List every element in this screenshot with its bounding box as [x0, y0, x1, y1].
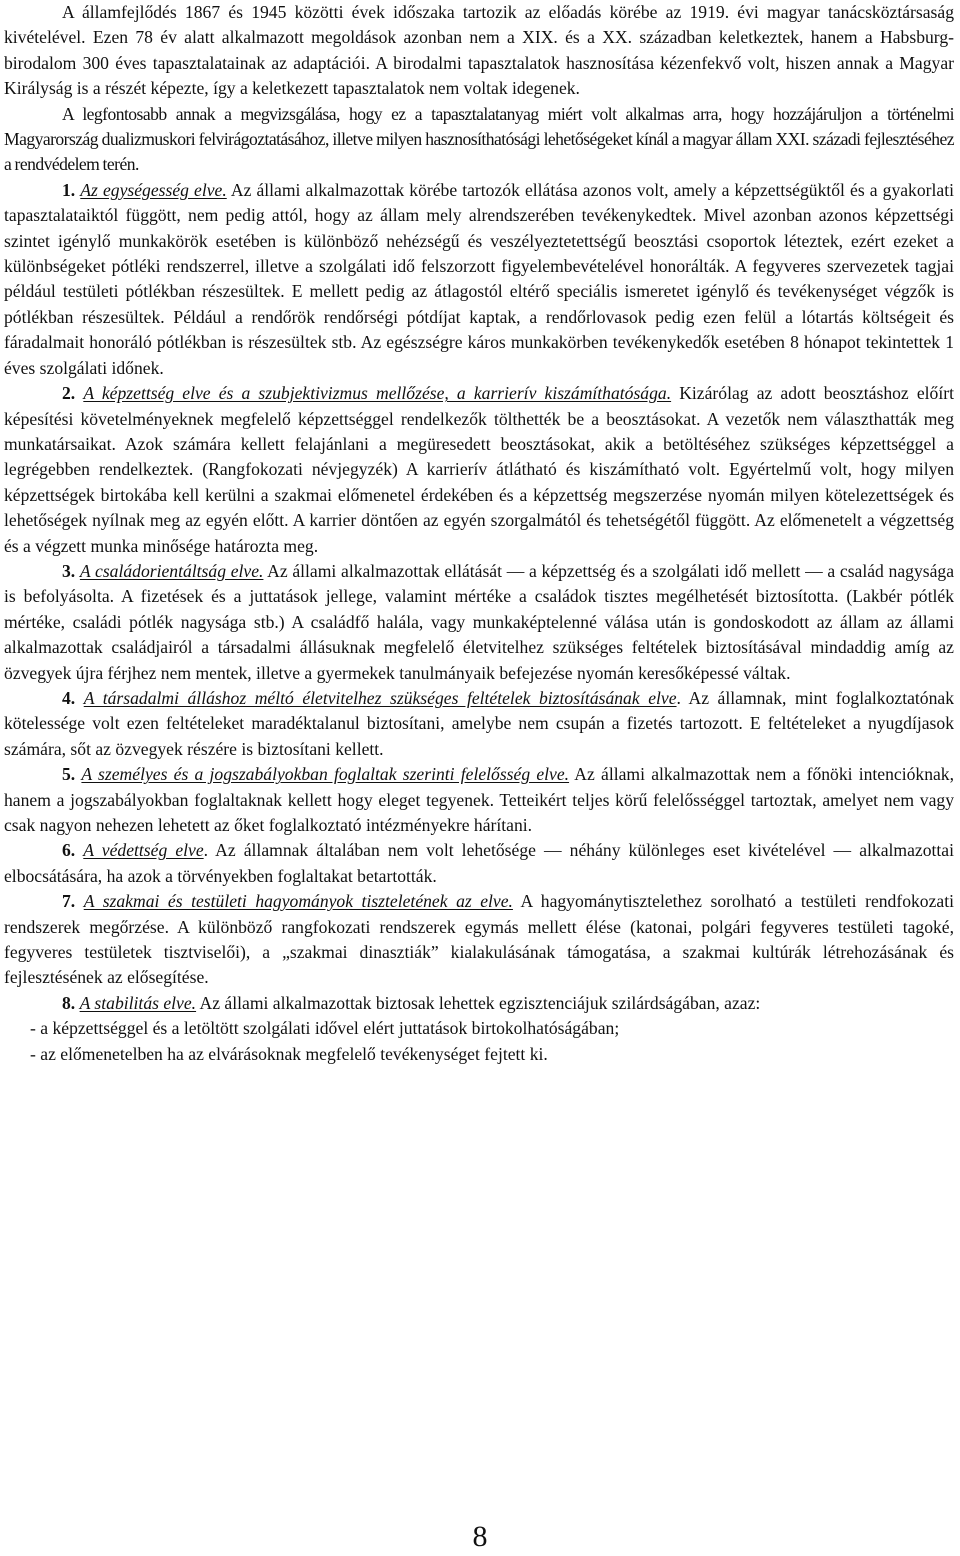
principle-4-title: A társadalmi álláshoz méltó életvitelhez szükséges feltételek biztosításának elve — [83, 687, 677, 708]
principle-5-number: 5. — [62, 764, 76, 785]
principle-5 — [4, 762, 954, 838]
principle-1-text: Az állami alkalmazottak körébe tartozók ellátása azonos volt, amely a képzettségüktől és a gyakorlati tapasztalataiktól függött, nem pedig attól, hogy az állam mely alrendszerében tevékenykedtek. Mivel azonban azonos képzettségi szintet igénylő munkakörök esetében is különböző nehézségű és veszélyeztetettségű beosztási csoportok léteztek, ezért ezeket a különbségeket pótléki rendszerrel, illetve a szolgálati idő felszorzott figyelembevételével honorálták. A fegyveres szervezetek tagjai például testületi pótlékban részesültek. E mellett pedig az átlagostól eltérő speciális ismeretet igénylő és tevékenységet végzők is pótlékban részesültek. Például a rendőrök rendőrségi pótdíjat kaptak, a rendőrlovasok pedig ezen felül a lótartás költségeit és fáradalmait honoráló pótlékban is részesültek stb. Az egészségre káros munkakörben tevékenykedők esetében 8 hónapot tekintettek 1 éves szolgálati időnek. — [4, 179, 954, 378]
page-number: 8 — [472, 1520, 488, 1553]
principle-7-text: A hagyománytisztelethez sorolható a testületi rendfokozati rendszerek megőrzése. A különböző rangfokozati rendszerek egymás mellett élése (katonai, polgári fegyveres testületi tagoké, fegyveres testületek tisztviselői), a „szakmai dinasztiák” kialakulásának támogatása, a szakmai kultúrák létrehozásának és fejlesztésének az elősegítése. — [4, 891, 954, 988]
principle-1-title: Az egységesség elve. — [80, 179, 227, 200]
principle-7-number: 7. — [62, 891, 76, 912]
principle-5-title: A személyes és a jogszabályokban foglaltak szerinti felelősség elve. — [81, 764, 570, 785]
principle-7 — [4, 889, 954, 991]
intro-paragraph-2: A legfontosabb annak a megvizsgálása, hogy ez a tapasztalatanyag miért volt alkalmas arra, hogy hozzájáruljon a történelmi Magyarország dualizmuskori felvirágoztatásához, illetve milyen hasznosíthatósági lehetőségeket kínál a magyar állam XXI. századi fejlesztéséhez a rendvédelem terén. — [4, 103, 954, 175]
principle-1 — [4, 178, 954, 381]
principle-6-number: 6. — [62, 840, 76, 861]
principle-3 — [4, 559, 954, 686]
intro-paragraph-1: A államfejlődés 1867 és 1945 közötti évek időszaka tartozik az előadás körébe az 1919. évi magyar tanácsköztársaság kivételével. Ezen 78 év alatt alkalmazott megoldások azonban nem a XIX. és a XX. században keletkeztek, hanem a Habsburg-birodalom 300 éves tapasztalatainak az adaptációi. A birodalmi tapasztalatok hasznosítása kézenfekvő volt, hiszen annak a Magyar Királyság is a részét képezte, így a keletkezett tapasztalatok nem voltak idegenek. — [4, 2, 954, 99]
principle-6-text: . Az államnak általában nem volt lehetősége — néhány különleges eset kivételével — alkalmazottai elbocsátására, ha azok a törvényekben foglaltakat betartották. — [4, 840, 954, 886]
principle-4 — [4, 686, 954, 762]
document-page — [4, 0, 954, 1067]
list-item: - az előmenetelben ha az elvárásoknak megfelelő tevékenységet fejtett ki. — [30, 1043, 548, 1064]
principle-2-text: Kizárólag az adott beosztáshoz előírt képesítési követelményeknek megfelelő képzettséggel rendelkezők tölthették be a beosztásokat. A vezetők nem választhatták meg munkatársaikat. Azok számára kellett felajánlani a megüresedett beosztásokat, akik a betöltéséhez szükséges képzettséggel a legrégebben rendelkeztek. (Rangfokozati névjegyzék) A karrierív átlátható és kiszámítható volt. Egyértelmű volt, hogy milyen képzettségek birtokába kell kerülni a szakmai előmenetel érdekében és a képzettség megszerzése nyomán milyen kötelezettségek és lehetőségek nyílnak meg az egyén előtt. A karrier döntően az egyén szorgalmától és tehetségétől függött. Az előmenetelt a végzettség és a végzett munka minősége határozta meg. — [4, 383, 954, 556]
principle-8 — [4, 991, 954, 1016]
principle-3-title: A családorientáltság elve. — [79, 560, 264, 581]
principle-8-text: Az állami alkalmazottak biztosak lehettek egzisztenciájuk szilárdságában, azaz: — [196, 992, 761, 1013]
principle-1-number: 1. — [62, 179, 76, 200]
list-item: - a képzettséggel és a letöltött szolgálati idővel elért juttatások birtokolhatóságában; — [30, 1018, 620, 1039]
principle-5-text: Az állami alkalmazottak nem a főnöki intencióknak, hanem a jogszabályokban foglaltaknak kellett hogy eleget tegyenek. Tetteikért teljes körű felelősséggel tartoztak, amelyet nem vagy csak nagyon nehezen lehetett az őket foglalkoztató intézményekre hárítani. — [4, 764, 955, 835]
principle-6-title: A védettség elve — [83, 840, 204, 861]
principle-7-title: A szakmai és testületi hagyományok tiszteletének az elve. — [83, 891, 513, 912]
principle-4-number: 4. — [62, 687, 76, 708]
principle-8-title: A stabilitás elve. — [79, 992, 197, 1013]
principle-6 — [4, 838, 954, 889]
principle-4-text: . Az államnak, mint foglalkoztatónak kötelessége volt ezen feltételeket maradéktalanul biztosítani, amelybe nem csupán a fizetés tartozott. E feltételeket a nyugdíjasok számára, sőt az özvegyek részére is biztosítani kellett. — [4, 687, 954, 759]
principle-3-number: 3. — [62, 560, 76, 581]
principle-2-number: 2. — [62, 383, 76, 404]
principle-8-number: 8. — [62, 992, 76, 1013]
principle-3-text: Az állami alkalmazottak ellátását — a képzettség és a szolgálati idő mellett — a család nagysága is befolyásolta. A fizetések és a juttatások jellege, valamint mértéke a családok tisztes megélhetését biztosította. (Lakbér pótlék mértéke, családi pótlék nagysága stb.) A családfő halála, vagy munkaképtelenné válása után is gondoskodott az állam az állami alkalmazottak családjairól a társadalmi állásuknak megfelelő életvitelhez szükséges feltételek biztosításával mindaddig amíg az özvegyek újra férjhez nem mentek, illetve a gyermekek tanulmányaik befejezése nyomán keresőképessé váltak. — [4, 560, 955, 683]
principle-2-title: A képzettség elve és a szubjektivizmus mellőzése, a karrierív kiszámíthatósága. — [83, 383, 672, 404]
principle-2 — [4, 381, 954, 559]
